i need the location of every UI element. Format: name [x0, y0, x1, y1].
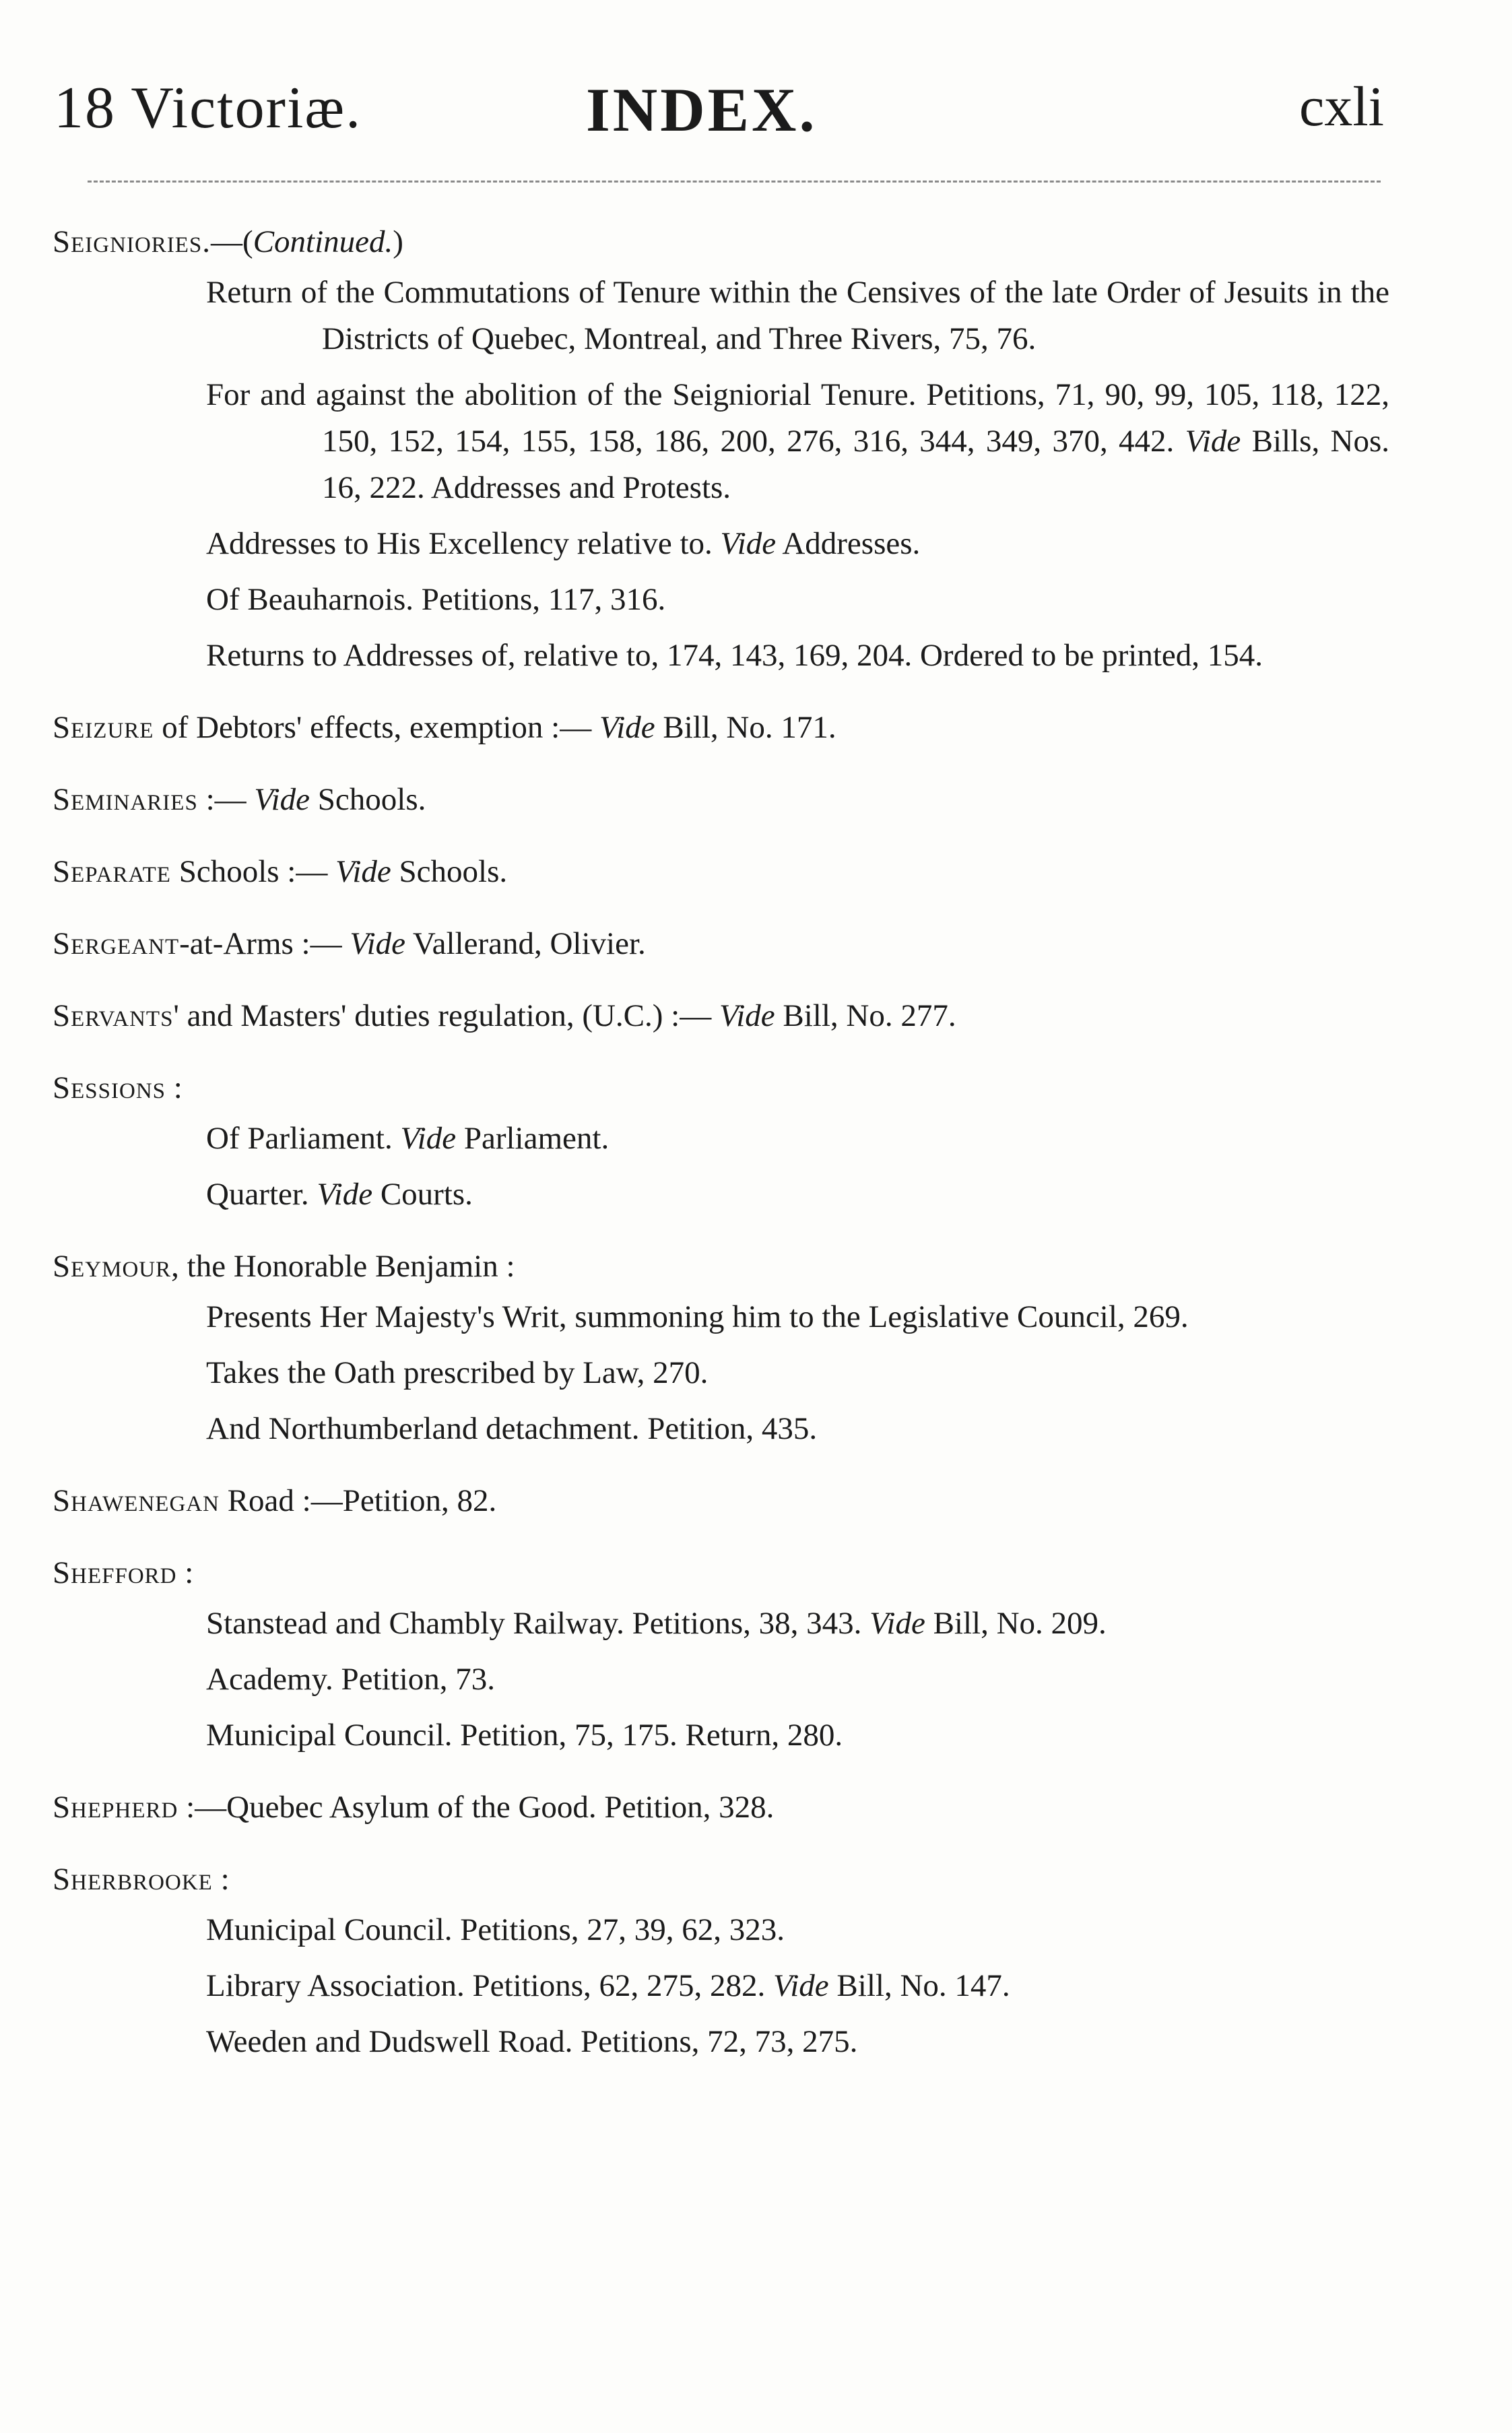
sub-entry: Returns to Addresses of, relative to, 174, 143, 169, 204. Ordered to be printed, 154.	[206, 638, 1263, 673]
sub-entry: Library Association. Petitions, 62, 275, 282. Vide Bill, No. 147.	[206, 1968, 1010, 2003]
entry-seigniories	[53, 219, 1389, 679]
entry-separate-schools: Separate Schools :— Vide Schools.	[53, 854, 508, 889]
sub-entry: Presents Her Majesty's Writ, summoning him to the Legislative Council, 269.	[206, 1299, 1189, 1334]
sub-entry: For and against the abolition of the Seigniorial Tenure. Petitions, 71, 90, 99, 105, 118, 122, 150, 152, 154, 155, 158, 186, 200, 276, 316, 344, 349, 370, 442. Vide Bills, Nos. 16, 222. Addresses and Protests.	[206, 377, 1390, 505]
index-body	[53, 219, 1389, 2091]
sub-entry: And Northumberland detachment. Petition, 435.	[206, 1411, 818, 1446]
entry-heading: Seymour, the Honorable Benjamin :	[53, 1249, 515, 1284]
entry-shefford	[53, 1550, 1389, 1759]
entry-sergeant-at-arms: Sergeant-at-Arms :— Vide Vallerand, Olivier.	[53, 926, 646, 961]
sub-entry: Of Beauharnois. Petitions, 117, 316.	[206, 582, 666, 617]
entry-sessions	[53, 1065, 1389, 1218]
sub-entry: Academy. Petition, 73.	[206, 1662, 496, 1697]
entry-seizure: Seizure of Debtors' effects, exemption :— Vide Bill, No. 171.	[53, 710, 836, 745]
entry-shawenegan: Shawenegan Road :—Petition, 82.	[53, 1483, 497, 1518]
header-title: INDEX.	[586, 75, 818, 144]
sub-entry: Stanstead and Chambly Railway. Petitions, 38, 343. Vide Bill, No. 209.	[206, 1606, 1107, 1641]
header-session: 18 Victoriæ.	[54, 75, 362, 141]
entry-heading: Sessions :	[53, 1070, 183, 1105]
entry-seymour	[53, 1243, 1389, 1452]
entry-heading: Seigniories.—(Continued.)	[53, 224, 403, 259]
sub-entry: Weeden and Dudswell Road. Petitions, 72, 73, 275.	[206, 2024, 858, 2059]
sub-entry: Takes the Oath prescribed by Law, 270.	[206, 1355, 709, 1390]
sub-entry: Of Parliament. Vide Parliament.	[206, 1121, 610, 1156]
entry-seminaries: Seminaries :— Vide Schools.	[53, 782, 426, 817]
sub-entry: Return of the Commutations of Tenure within the Censives of the late Order of Jesuits in the Districts of Quebec, Montreal, and Three Rivers, 75, 76.	[206, 275, 1389, 356]
entry-servants: Servants' and Masters' duties regulation, (U.C.) :— Vide Bill, No. 277.	[53, 998, 956, 1033]
running-header	[0, 74, 1512, 144]
sub-entry: Quarter. Vide Courts.	[206, 1177, 473, 1212]
entry-heading: Sherbrooke :	[53, 1862, 230, 1897]
sub-entry: Municipal Council. Petition, 75, 175. Return, 280.	[206, 1718, 843, 1753]
sub-entry: Addresses to His Excellency relative to. Vide Addresses.	[206, 526, 921, 561]
header-page-number: cxli	[1299, 75, 1384, 138]
sub-entry: Municipal Council. Petitions, 27, 39, 62, 323.	[206, 1912, 785, 1947]
header-divider	[88, 181, 1381, 183]
entry-sherbrooke	[53, 1856, 1389, 2065]
entry-heading: Shefford :	[53, 1555, 194, 1590]
entry-shepherd: Shepherd :—Quebec Asylum of the Good. Petition, 328.	[53, 1790, 775, 1825]
